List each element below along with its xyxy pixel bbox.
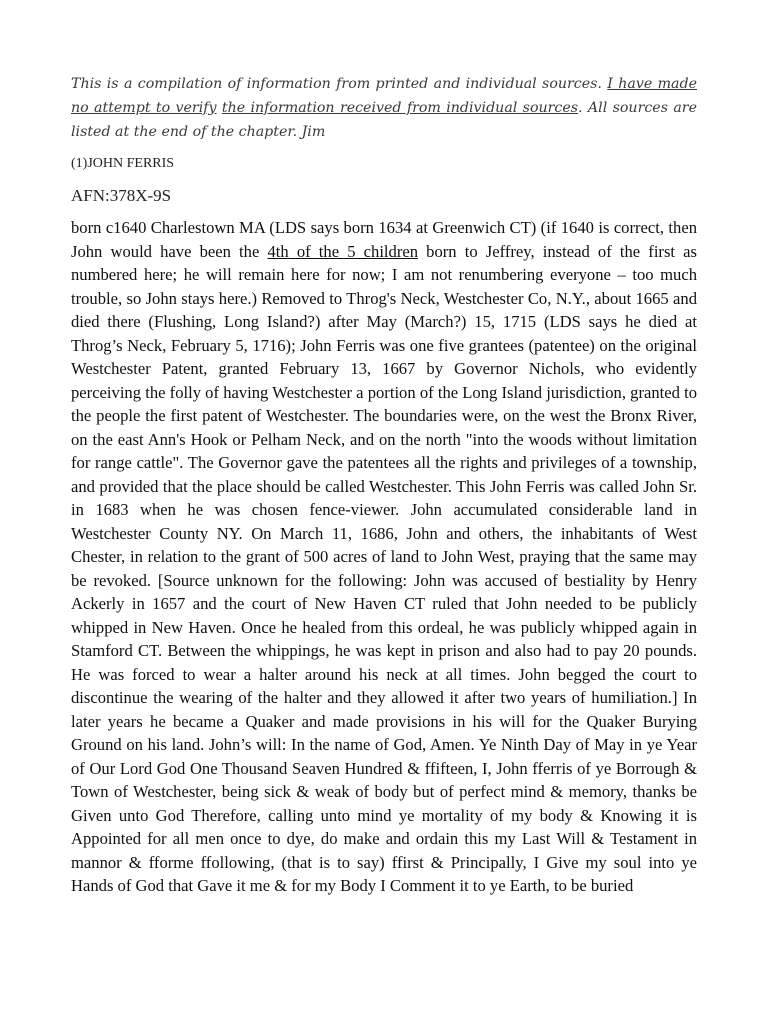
biography-underline: 4th of the 5 children: [267, 241, 419, 261]
intro-text-3: . All sources are listed at the end of the chapter. Jim: [71, 100, 697, 140]
intro-note: [71, 72, 697, 144]
document-page: [71, 72, 697, 898]
afn-number: AFN:378X-9S: [71, 186, 172, 205]
intro-text-1: This is a compilation of information from printed and individual sources.: [71, 76, 608, 92]
biography-paragraph: [71, 216, 697, 898]
biography-text-2: born to Jeffrey, instead of the first as numbered here; he will remain here for now; I am not renumbering everyone – too much trouble, so John stays here.) Removed to Throg's Neck, Westchester Co, N.Y., about 1665 and died there (Flushing, Long Island?) after May (March?) 15, 1715 (LDS says he died at Throg’s Neck, February 5, 1716); John Ferris was one five grantees (patentee) on the original Westchester Patent, granted February 13, 1667 by Governor Nichols, who evidently perceiving the folly of having Westchester a portion of the Long Island jurisdiction, granted to the people the first patent of Westchester. The boundaries were, on the west the Bronx River, on the east Ann's Hook or Pelham Neck, and on the north "into the woods without limitation for range cattle". The Governor gave the patentees all the rights and privileges of a township, and provided that the place should be called Westchester. This John Ferris was called John Sr. in 1683 when he was chosen fence-viewer. John accumulated considerable land in Westchester County NY. On March 11, 1686, John and others, the inhabitants of West Chester, in relation to the grant of 500 acres of land to John West, praying that the same may be revoked. [Source unknown for the following: John was accused of bestiality by Henry Ackerly in 1657 and the court of New Haven CT ruled that John needed to be publicly whipped in New Haven. Once he healed from this ordeal, he was publicly whipped again in Stamford CT. Between the whippings, he was kept in prison and also had to pay 20 pounds. He was forced to wear a halter around his neck at all times. John begged the court to discontinue the wearing of the halter and they allowed it after two years of humiliation.] In later years he became a Quaker and made provisions in his will for the Quaker Burying Ground on his land. John’s will: In the name of God, Amen. Ye Ninth Day of May in ye Year of Our Lord God One Thousand Seaven Hundred & ffifteen, I, John fferris of ye Borrough & Town of Westchester, being sick & weak of body but of perfect mind & memory, thanks be Given unto God Therefore, calling unto mind ye mortality of my body & Knowing it is Appointed for all men once to dye, do make and ordain this my Last Will & Testament in mannor & fforme ffollowing, (that is to say) ffirst & Principally, I Give my soul into ye Hands of God that Gave it me & for my Body I Comment it to ye Earth, to be buried: [71, 241, 697, 895]
biography-text-1: born c1640 Charlestown MA (LDS says born 1634 at Greenwich CT) (if 1640 is correct, then John would have been the: [71, 218, 697, 261]
intro-underline-1: I have made no attempt to verify: [71, 76, 697, 116]
intro-underline-2: the information received from individual sources: [221, 100, 579, 116]
person-name-heading: (1)JOHN FERRIS: [71, 156, 175, 171]
